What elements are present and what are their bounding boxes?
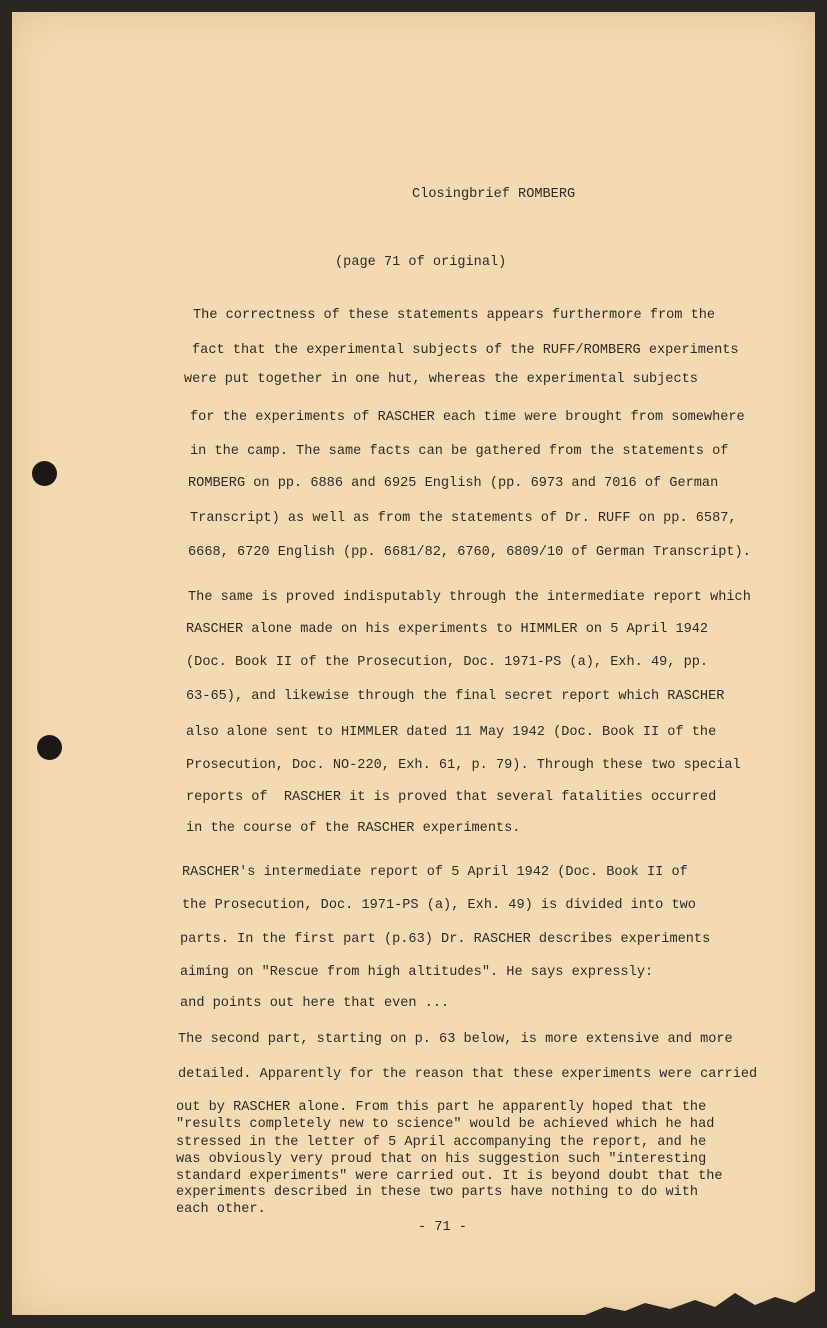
paragraph-1-line: 6668, 6720 English (pp. 6681/82, 6760, 6809/10 of German Transcript). xyxy=(188,545,751,560)
paragraph-1-line: in the camp. The same facts can be gathered from the statements of xyxy=(190,444,729,459)
paragraph-3-line: aiming on "Rescue from high altitudes". He says expressly: xyxy=(180,965,654,980)
paragraph-1-line: The correctness of these statements appears furthermore from the xyxy=(193,308,716,323)
paragraph-1-line: Transcript) as well as from the statements of Dr. RUFF on pp. 6587, xyxy=(190,511,737,526)
paragraph-3-line: the Prosecution, Doc. 1971-PS (a), Exh. 49) is divided into two xyxy=(182,898,696,913)
paragraph-2-line: (Doc. Book II of the Prosecution, Doc. 1971-PS (a), Exh. 49, pp. xyxy=(186,655,709,670)
paragraph-3-line: parts. In the first part (p.63) Dr. RASCHER describes experiments xyxy=(180,932,711,947)
punch-hole xyxy=(37,735,62,760)
paragraph-4-line: each other. xyxy=(176,1202,266,1217)
paragraph-1-line: for the experiments of RASCHER each time were brought from somewhere xyxy=(190,410,745,425)
paragraph-4-line: experiments described in these two parts have nothing to do with xyxy=(176,1185,699,1200)
paragraph-1-line: ROMBERG on pp. 6886 and 6925 English (pp. 6973 and 7016 of German xyxy=(188,476,719,491)
paragraph-4-line: detailed. Apparently for the reason that these experiments were carried xyxy=(178,1067,758,1082)
paragraph-2-line: Prosecution, Doc. NO-220, Exh. 61, p. 79). Through these two special xyxy=(186,758,741,773)
paragraph-3-line: RASCHER's intermediate report of 5 April 1942 (Doc. Book II of xyxy=(182,865,688,880)
paragraph-2-line: also alone sent to HIMMLER dated 11 May 1942 (Doc. Book II of the xyxy=(186,725,717,740)
document-title: Closingbrief ROMBERG xyxy=(412,187,576,202)
paragraph-4-line: stressed in the letter of 5 April accompanying the report, and he xyxy=(176,1135,707,1150)
paragraph-4-line: was obviously very proud that on his suggestion such "interesting xyxy=(176,1152,707,1167)
paragraph-1-line: fact that the experimental subjects of the RUFF/ROMBERG experiments xyxy=(192,343,739,358)
paragraph-4-line: The second part, starting on p. 63 below, is more extensive and more xyxy=(178,1032,733,1047)
paragraph-2-line: RASCHER alone made on his experiments to HIMMLER on 5 April 1942 xyxy=(186,622,709,637)
document-page xyxy=(12,12,815,1315)
punch-hole xyxy=(32,461,57,486)
paragraph-4-line: out by RASCHER alone. From this part he apparently hoped that the xyxy=(176,1100,707,1115)
paragraph-2-line: reports of RASCHER it is proved that several fatalities occurred xyxy=(186,790,717,805)
paragraph-2-line: in the course of the RASCHER experiments. xyxy=(186,821,521,836)
paragraph-4-line: standard experiments" were carried out. It is beyond doubt that the xyxy=(176,1169,723,1184)
paragraph-1-line: were put together in one hut, whereas the experimental subjects xyxy=(184,372,698,387)
page-number: - 71 - xyxy=(418,1220,467,1235)
paragraph-3-line: and points out here that even ... xyxy=(180,996,450,1011)
paragraph-2-line: The same is proved indisputably through the intermediate report which xyxy=(188,590,751,605)
paragraph-2-line: 63-65), and likewise through the final secret report which RASCHER xyxy=(186,689,725,704)
torn-edge xyxy=(585,1285,815,1315)
paragraph-4-line: "results completely new to science" would be achieved which he had xyxy=(176,1117,715,1132)
page-reference: (page 71 of original) xyxy=(335,255,507,270)
